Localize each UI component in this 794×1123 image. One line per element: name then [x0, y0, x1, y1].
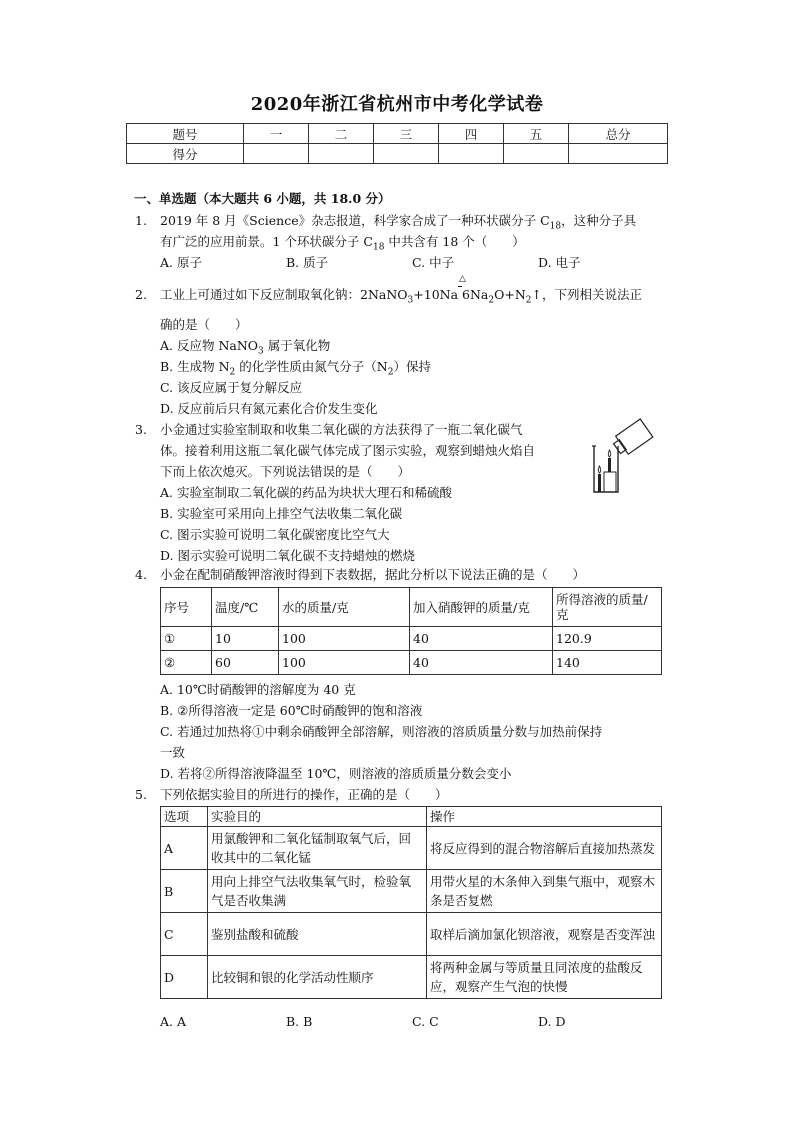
- table-cell: [309, 144, 374, 164]
- option-a: A. 反应物 NaNO$_3$ 属于氧化物: [160, 338, 331, 357]
- option-b: B. B: [286, 1014, 313, 1029]
- option-c: C. 图示实验可说明二氧化碳密度比空气大: [160, 527, 390, 542]
- table-cell: [504, 144, 569, 164]
- question-number: 3.: [135, 422, 147, 437]
- question-2-line: 确的是（ ）: [160, 317, 248, 332]
- option-c: C. 中子: [412, 255, 455, 270]
- option-c-continued: 一致: [160, 745, 186, 760]
- table-header-cell: 实验目的: [208, 807, 427, 827]
- question-3-line: 下而上依次熄灭。下列说法错误的是（ ）: [160, 464, 411, 479]
- table-cell: 100: [279, 651, 410, 675]
- option-d: D. 图示实验可说明二氧化碳不支持蜡烛的燃烧: [160, 548, 416, 563]
- table-cell: 用氯酸钾和二氧化锰制取氧气后，回收其中的二氧化锰: [208, 827, 427, 870]
- table-cell: [439, 144, 504, 164]
- question-1-line: 2019 年 8 月《Science》杂志报道，科学家合成了一种环状碳分子 $C_{18}$，这种分子具: [160, 213, 637, 232]
- table-header-cell: 加入硝酸钾的质量/克: [410, 588, 553, 627]
- option-a: A. 原子: [160, 255, 202, 270]
- table-cell: C: [161, 913, 208, 956]
- table-header-cell: 选项: [161, 807, 208, 827]
- table-header-row: [161, 588, 662, 627]
- table-header-cell: 序号: [161, 588, 212, 627]
- table-cell: [374, 144, 439, 164]
- table-cell: 120.9: [553, 627, 662, 651]
- question-number: 5.: [135, 787, 147, 802]
- question-5-stem: 下列依据实验目的所进行的操作，正确的是（ ）: [160, 787, 448, 802]
- table-cell: [569, 144, 668, 164]
- option-c: C. 该反应属于复分解反应: [160, 380, 303, 395]
- candle-icon: [598, 466, 601, 492]
- table-cell: 将两种金属与等质量且同浓度的盐酸反应，观察产生气泡的快慢: [427, 956, 662, 999]
- table-header-cell: 水的质量/克: [279, 588, 410, 627]
- table-cell: 40: [410, 651, 553, 675]
- table-cell: 60: [212, 651, 279, 675]
- table-cell: 100: [279, 627, 410, 651]
- table-cell: 五: [504, 124, 569, 144]
- table-cell: 10: [212, 627, 279, 651]
- table-cell: 题号: [127, 124, 244, 144]
- exam-title: 2020年浙江省杭州市中考化学试卷: [250, 94, 544, 115]
- question-3-line: 体。接着利用这瓶二氧化碳气体完成了图示实验，观察到蜡烛火焰自: [160, 443, 536, 458]
- table-cell: 用向上排空气法收集氧气时，检验氧气是否收集满: [208, 870, 427, 913]
- table-cell: 用带火星的木条伸入到集气瓶中，观察木条是否复燃: [427, 870, 662, 913]
- option-b: B. 实验室可采用向上排空气法收集二氧化碳: [160, 506, 403, 521]
- table-cell: D: [161, 956, 208, 999]
- question-4-stem: 小金在配制硝酸钾溶液时得到下表数据，据此分析以下说法正确的是（ ）: [160, 567, 586, 582]
- table-cell: 一: [244, 124, 309, 144]
- table-cell: [244, 144, 309, 164]
- table-row: [161, 651, 662, 675]
- table-row: [161, 627, 662, 651]
- question-1-line: 有广泛的应用前景。1 个环状碳分子 $C_{18}$ 中共含有 18 个（ ）: [160, 234, 525, 253]
- question-number: 1.: [135, 213, 147, 228]
- gas-bottle-icon: [611, 419, 653, 458]
- experiment-table: [160, 806, 662, 999]
- option-a: A. 10℃时硝酸钾的溶解度为 40 克: [160, 682, 356, 697]
- table-cell: 40: [410, 627, 553, 651]
- option-c: C. C: [412, 1014, 439, 1029]
- score-table-row: [127, 124, 668, 144]
- table-cell: ②: [161, 651, 212, 675]
- table-cell: 得分: [127, 144, 244, 164]
- solubility-table: [160, 587, 662, 675]
- option-b: B. 生成物 $N_2$ 的化学性质由氮气分子$(N_2)$保持: [160, 359, 431, 378]
- option-d: D. 电子: [538, 255, 581, 270]
- table-cell: A: [161, 827, 208, 870]
- reaction-condition: △: [458, 286, 462, 302]
- table-header-cell: 温度/℃: [212, 588, 279, 627]
- option-b: B. ②所得溶液一定是 60℃时硝酸钾的饱和溶液: [160, 703, 423, 718]
- question-number: 2.: [135, 287, 147, 302]
- candle-icon: [608, 450, 611, 472]
- option-c: C. 若通过加热将①中剩余硝酸钾全部溶解，则溶液的溶质质量分数与加热前保持: [160, 724, 603, 739]
- option-d: D. 反应前后只有氮元素化合价发生变化: [160, 401, 378, 416]
- table-header-cell: 操作: [427, 807, 662, 827]
- table-row: [161, 870, 662, 913]
- table-cell: 将反应得到的混合物溶解后直接加热蒸发: [427, 827, 662, 870]
- table-cell: 鉴别盐酸和硫酸: [208, 913, 427, 956]
- candle-experiment-figure: [586, 416, 662, 496]
- option-b: B. 质子: [286, 255, 329, 270]
- table-row: [161, 827, 662, 870]
- section-heading: 一、单选题（本大题共 6 小题，共 18.0 分）: [134, 191, 391, 206]
- score-table: [126, 123, 668, 164]
- option-d: D. 若将②所得溶液降温至 10℃，则溶液的溶质质量分数会变小: [160, 766, 512, 781]
- score-table-row: [127, 144, 668, 164]
- table-header-row: [161, 807, 662, 827]
- option-a: A. A: [160, 1014, 187, 1029]
- table-cell: 总分: [569, 124, 668, 144]
- table-cell: 取样后滴加氯化钡溶液，观察是否变浑浊: [427, 913, 662, 956]
- table-row: [161, 913, 662, 956]
- table-cell: 二: [309, 124, 374, 144]
- question-2-line: 工业上可通过如下反应制取氧化钠：2NaNO$_3$+10Na △ $6Na_2O+N_2↑$，下列相关说法正: [160, 274, 642, 306]
- question-number: 4.: [135, 567, 147, 582]
- table-cell: 比较铜和银的化学活动性顺序: [208, 956, 427, 999]
- table-cell: ①: [161, 627, 212, 651]
- option-d: D. D: [538, 1014, 566, 1029]
- beaker-icon: [594, 446, 618, 492]
- table-cell: B: [161, 870, 208, 913]
- table-cell: 140: [553, 651, 662, 675]
- table-cell: 四: [439, 124, 504, 144]
- table-header-cell: 所得溶液的质量/克: [553, 588, 662, 627]
- table-cell: 三: [374, 124, 439, 144]
- question-3-line: 小金通过实验室制取和收集二氧化碳的方法获得了一瓶二氧化碳气: [160, 422, 523, 437]
- table-row: [161, 956, 662, 999]
- option-a: A. 实验室制取二氧化碳的药品为块状大理石和稀硫酸: [160, 485, 452, 500]
